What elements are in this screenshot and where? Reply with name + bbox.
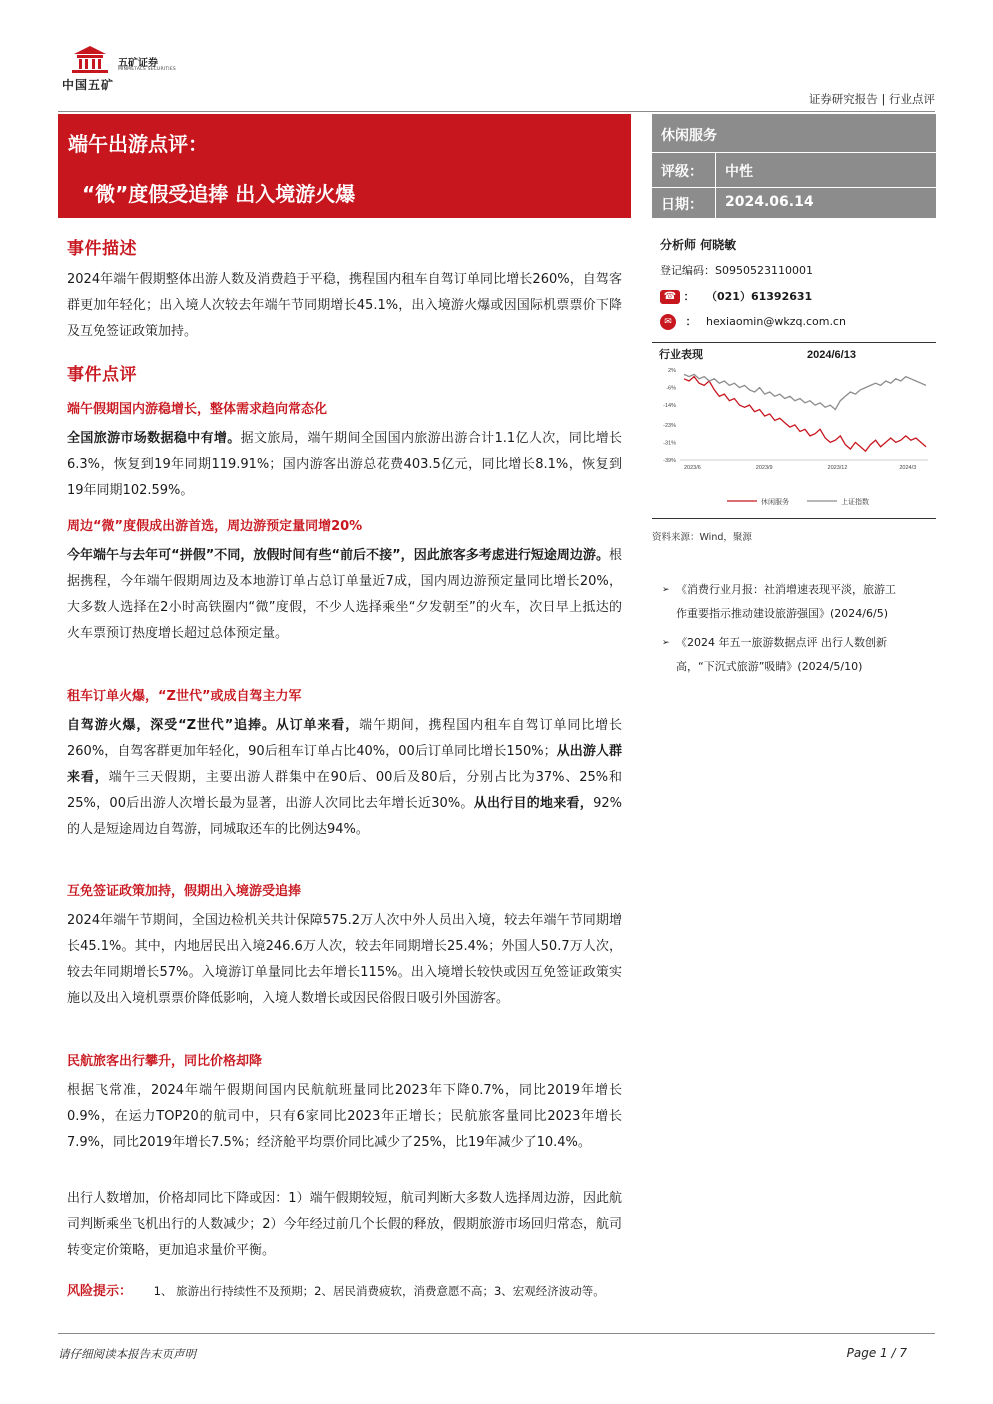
- arrow-bullet-icon: ➢: [662, 638, 670, 648]
- phone-prefix: ：: [683, 290, 695, 303]
- chart-svg: [652, 342, 936, 517]
- email-icon: ✉: [660, 314, 676, 330]
- email-address[interactable]: hexiaomin@wkzq.com.cn: [706, 315, 846, 328]
- risk-text: 1、 旅游出行持续性不及预期；2、居民消费疲软，消费意愿不高；3、宏观经济波动等。: [153, 1284, 605, 1298]
- chart-date: 2024/6/13: [807, 349, 856, 361]
- info-divider: [652, 187, 936, 188]
- section-3-lead: 自驾游火爆，深受“Z世代”追捧。从订单来看，: [67, 718, 360, 733]
- section-2-body: 根据携程，今年端午假期周边及本地游订单占总订单量近7成，国内周边游预定量同比增长20%，大多数人选择在2小时高铁圈内“微”度假，不少人选择乘坐“夕发朝至”的火车，次日早上抵达的火车票预订热度增长超过总体预定量。: [67, 548, 622, 641]
- analyst-name: 分析师 何晓敏: [660, 238, 737, 252]
- related-report-1[interactable]: [662, 578, 896, 626]
- legend-label: 休闲服务: [761, 499, 789, 506]
- title-line-1: 端午出游点评：: [68, 132, 208, 156]
- analyst-reg: 登记编码：S0950523110001: [660, 264, 813, 277]
- event-review-title: 事件点评: [67, 365, 137, 385]
- section-5-title: 民航旅客出行攀升，同比价格却降: [67, 1054, 263, 1069]
- info-divider: [652, 152, 936, 153]
- legend-label: 上证指数: [841, 499, 869, 506]
- arrow-bullet-icon: ➢: [662, 585, 670, 595]
- chart-bottom-border: [652, 518, 936, 519]
- related-report-2[interactable]: [662, 631, 887, 679]
- related-report-line: 高，“下沉式旅游”吸睛》(2024/5/10): [676, 660, 863, 673]
- rating-label: 评级：: [661, 164, 703, 180]
- report-type: 证券研究报告 | 行业点评: [808, 92, 935, 106]
- section-3-body: 92%的人是短途周边自驾游，同城取还车的比例达94%。: [67, 796, 622, 837]
- section-3-body: 端午三天假期，主要出游人群集中在90后、00后及80后，分别占比为37%、25%和25%，00后出游人次增长最为显著，出游人次同比去年增长近30%。: [67, 770, 622, 811]
- phone-number: （021）61392631: [706, 290, 813, 303]
- x-tick-label: 2023/9: [755, 465, 773, 471]
- section-4-title: 互免签证政策加持，假期出入境游受追捧: [67, 884, 302, 899]
- title-line-2: “微”度假受追捧 出入境游火爆: [82, 182, 356, 206]
- rating-box: [652, 114, 936, 218]
- section-3-body: 端午期间，携程国内租车自驾订单同比增长260%，自驾客群更加年轻化，90后租车订单占比40%，00后订单同比增长150%；: [67, 718, 622, 759]
- section-2-lead: 今年端午与去年可“拼假”不同，放假时间有些“前后不接”，因此旅客多考虑进行短途周边游。: [67, 548, 609, 563]
- y-tick-label: -39%: [663, 458, 676, 464]
- x-tick-label: 2023/12: [827, 465, 848, 471]
- footer-divider: [58, 1333, 935, 1334]
- logo-name-text: 五矿证券: [118, 58, 158, 69]
- info-vertical-divider: [715, 152, 716, 218]
- x-tick-label: 2023/6: [684, 465, 701, 471]
- page-number: Page 1 / 7: [846, 1346, 907, 1360]
- phone-icon: ☎: [660, 290, 680, 304]
- industry-name: 休闲服务: [661, 128, 717, 144]
- section-5-text-1: 根据飞常准，2024年端午假期间国内民航航班量同比2023年下降0.7%，同比2019年增长0.9%，在运力TOP20的航司中，只有6家同比2023年正增长；民航旅客量同比2023年增长7.9%，同比2019年增长7.5%；经济舱平均票价同比减少了25%，比19年减少了10.4%。: [67, 1083, 622, 1150]
- section-2-title: 周边“微”度假成出游首选，周边游预定量同增20%: [67, 519, 363, 534]
- date-label: 日期：: [661, 197, 703, 213]
- event-desc-text: 2024年端午假期整体出游人数及消费趋于平稳，携程国内租车自驾订单同比增长260%，自驾客群更加年轻化；出入境人次较去年端午节同期增长45.1%，出入境游火爆或因国际机票票价下降及互免签证政策加持。: [67, 272, 622, 339]
- x-tick-label: 2024/3: [899, 465, 917, 471]
- related-report-line: 《2024 年五一旅游数据点评 出行人数创新: [676, 636, 887, 649]
- rating-value: 中性: [725, 164, 753, 180]
- email-row: [660, 313, 846, 330]
- section-1-body: 据文旅局，端午期间全国国内旅游出游合计1.1亿人次，同比增长6.3%，恢复到19年同期119.91%；国内游客出游总花费403.5亿元，同比增长8.1%，恢复到19年同期102.59%。: [67, 431, 622, 498]
- footer-disclaimer: 请仔细阅读本报告末页声明: [58, 1347, 196, 1361]
- header-divider: [58, 111, 935, 112]
- section-5-text-2: 出行人数增加，价格却同比下降或因：1）端午假期较短，航司判断大多数人选择周边游，因此航司判断乘坐飞机出行的人数减少；2）今年经过前几个长假的释放，假期旅游市场回归常态，航司转变定价策略，更加追求量价平衡。: [67, 1191, 622, 1258]
- y-tick-label: -31%: [663, 440, 676, 447]
- section-3-title: 租车订单火爆，“Z世代”或成自驾主力军: [67, 689, 302, 704]
- date-value: 2024.06.14: [725, 194, 814, 210]
- y-tick-label: 2%: [668, 368, 676, 374]
- section-4-text: 2024年端午节期间，全国边检机关共计保障575.2万人次中外人员出入境，较去年端午节同期增长45.1%。其中，内地居民出入境246.6万人次，较去年同期增长25.4%；外国人50.7万人次，较去年同期增长57%。入境游订单量同比去年增长115%。出入境增长较快或因互免签证政策实施以及出入境机票票价降低影响，入境人数增长或因民俗假日吸引外国游客。: [67, 913, 622, 1006]
- logo-emblem-icon: [64, 44, 116, 74]
- company-logo: [62, 44, 202, 96]
- section-3-lead: 从出行目的地来看，: [473, 796, 594, 811]
- email-prefix: ：: [685, 315, 697, 328]
- section-3-lead: 从出游人群来看，: [67, 744, 622, 785]
- section-3-text: [67, 713, 622, 843]
- logo-cn-text: 中国五矿: [62, 78, 115, 92]
- chart-source: 资料来源：Wind，聚源: [652, 532, 752, 543]
- phone-row: [660, 288, 812, 304]
- section-1-text: [67, 426, 622, 504]
- title-banner: [58, 114, 631, 218]
- risk-title: 风险提示：: [67, 1284, 133, 1299]
- event-desc-title: 事件描述: [67, 239, 137, 259]
- section-1-title: 端午假期国内游稳增长，整体需求趋向常态化: [67, 402, 328, 417]
- chart-title: 行业表现: [659, 349, 703, 361]
- y-tick-label: -6%: [666, 385, 676, 392]
- industry-performance-chart: [652, 342, 936, 517]
- logo-en-text: MINMETALS SECURITIES: [118, 67, 176, 72]
- related-report-line: 作重要指示推动建设旅游强国》(2024/6/5): [676, 607, 888, 620]
- section-1-lead: 全国旅游市场数据稳中有增。: [67, 431, 241, 446]
- y-tick-label: -23%: [663, 422, 676, 429]
- y-tick-label: -14%: [663, 403, 676, 410]
- series-line: [684, 374, 926, 409]
- risk-warning: [67, 1280, 605, 1299]
- related-report-line: 《消费行业月报：社消增速表现平淡，旅游工: [676, 583, 896, 596]
- series-line: [684, 377, 926, 452]
- section-2-text: [67, 543, 622, 647]
